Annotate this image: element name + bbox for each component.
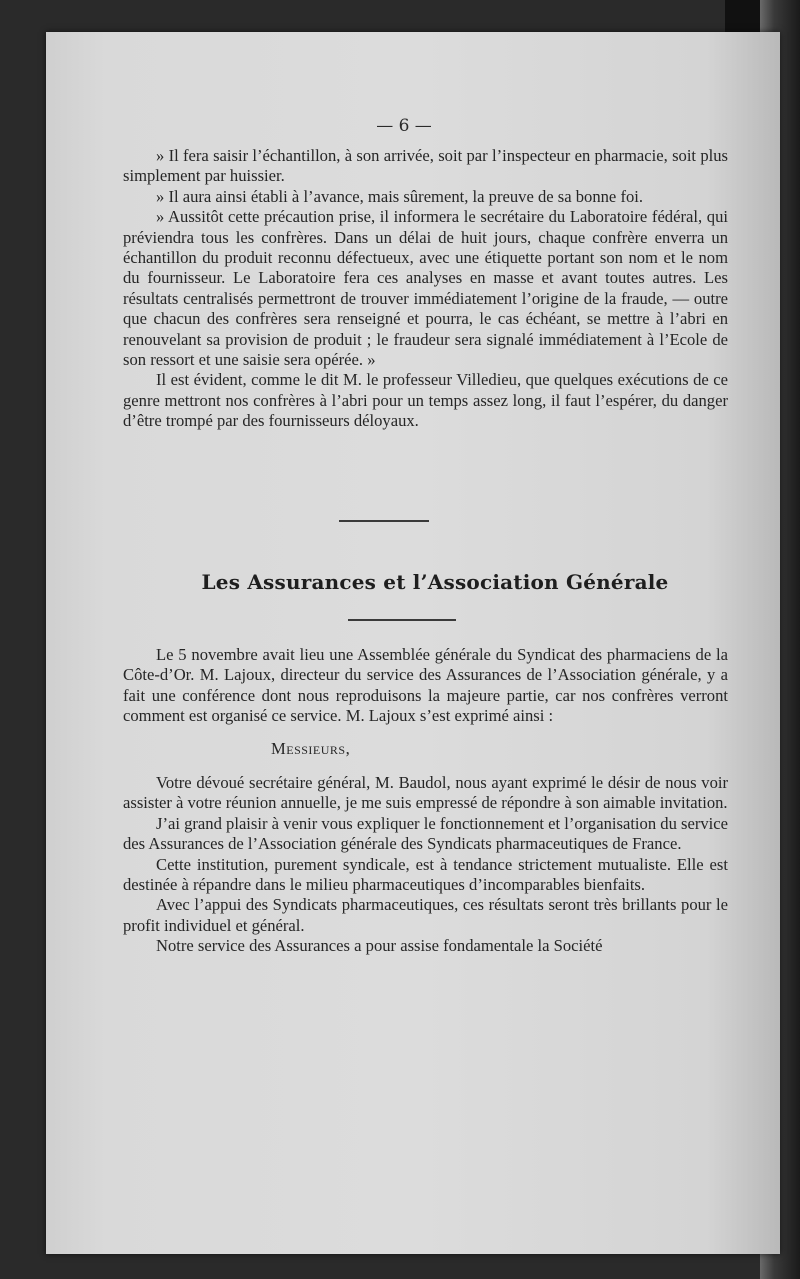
body-section-1	[123, 146, 728, 432]
section-heading: Les Assurances et l’Association Générale	[201, 570, 669, 594]
paragraph: Il est évident, comme le dit M. le professeur Villedieu, que quelques exécutions de ce genre mettront nos confrères à l’abri pour un temps assez long, il faut l’espérer, du danger d’être trompé par des fournisseurs déloyaux.	[123, 370, 728, 431]
paragraph: » Aussitôt cette précaution prise, il informera le secrétaire du Laboratoire fédéral, qui préviendra tous les confrères. Dans un délai de huit jours, chaque confrère enverra un échantillon du produit reconnu défectueux, avec une étiquette portant son nom et le nom du fournisseur. Le Laboratoire fera ces analyses en masse et avant toutes autres. Les résultats centralisés permettront de trouver immédiatement l’origine de la fraude, — outre que chacun des confrères sera renseigné et pourra, le cas échéant, se mettre à l’abri en renouvelant sa provision de produit ; le fraudeur sera signalé immédiatement à l’Ecole de son ressort et une saisie sera opérée. »	[123, 207, 728, 370]
paragraph: » Il aura ainsi établi à l’avance, mais sûrement, la preuve de sa bonne foi.	[156, 186, 644, 206]
paragraph: Cette institution, purement syndicale, est à tendance strictement mutualiste. Elle est destinée à répandre dans le milieu pharmaceutiques d’incomparables bienfaits.	[123, 854, 728, 895]
paragraph: Avec l’appui des Syndicats pharmaceutiques, ces résultats seront très brillants pour le profit individuel et général.	[123, 895, 728, 935]
separator-rule	[339, 520, 429, 522]
body-section-2	[123, 645, 728, 957]
page-number: — 6 —	[376, 116, 432, 136]
separator-rule	[348, 619, 456, 621]
paragraph: Notre service des Assurances a pour assise fondamentale la Société	[156, 936, 603, 956]
paragraph: J’ai grand plaisir à venir vous expliquer le fonctionnement et l’organisation du service des Assurances de l’Association générale des Syndicats pharmaceutiques de France.	[123, 813, 729, 854]
salutation: Messieurs,	[271, 738, 351, 758]
paragraph: » Il fera saisir l’échantillon, à son arrivée, soit par l’inspecteur en pharmacie, soit plus simplement par huissier.	[123, 146, 728, 186]
intro-paragraph: Le 5 novembre avait lieu une Assemblée générale du Syndicat des pharmaciens de la Côte-d’Or. M. Lajoux, directeur du service des Assurances de l’Association générale, y a fait une conférence dont nous reproduisons la majeure partie, car nos confrères verront comment est organisé ce service. M. Lajoux s’est exprimé ainsi :	[123, 645, 728, 726]
paragraph: Votre dévoué secrétaire général, M. Baudol, nous ayant exprimé le désir de nous voir assister à votre réunion annuelle, je me suis empressé de répondre à son aimable invitation.	[123, 773, 728, 813]
